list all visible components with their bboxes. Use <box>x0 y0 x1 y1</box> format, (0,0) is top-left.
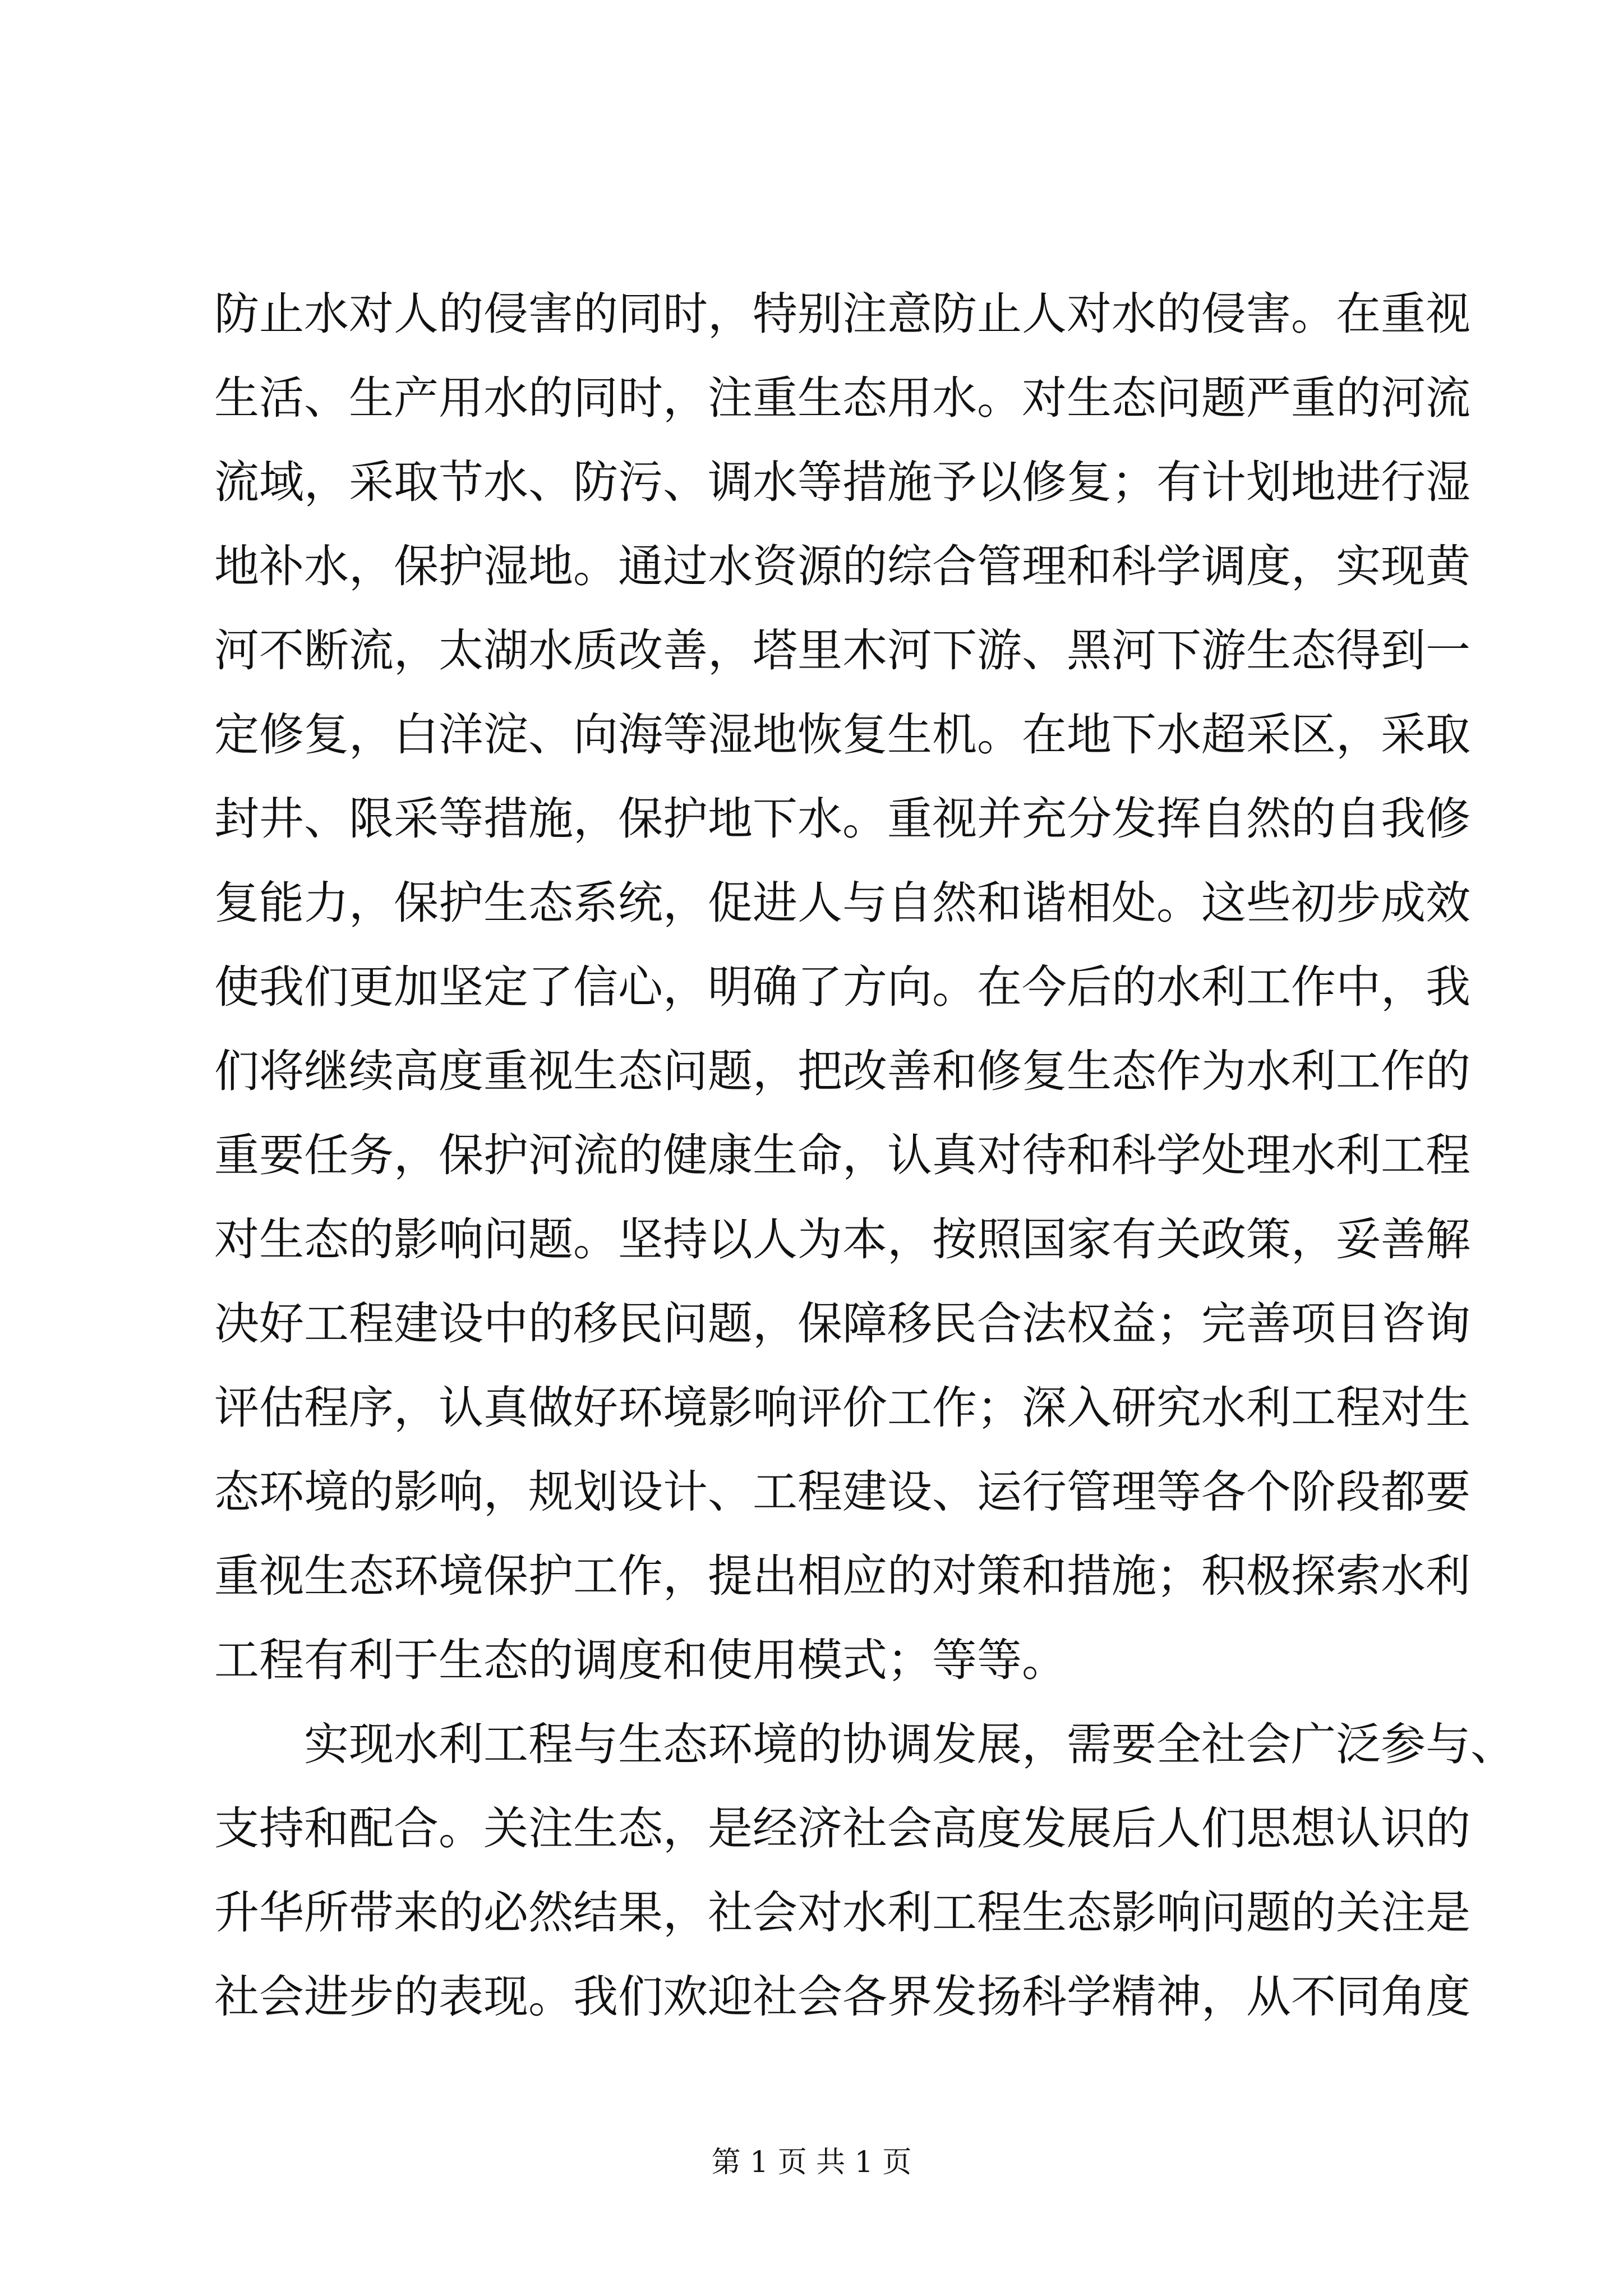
text-line: 对生态的影响问题。坚持以人为本，按照国家有关政策，妥善解 <box>214 1213 1470 1266</box>
text-line: 工程有利于生态的调度和使用模式；等等。 <box>214 1634 1067 1686</box>
page-number-footer: 第 1 页 共 1 页 <box>711 2146 912 2179</box>
text-line: 决好工程建设中的移民问题，保障移民合法权益；完善项目咨询 <box>214 1297 1470 1350</box>
text-line: 防止水对人的侵害的同时，特别注意防止人对水的侵害。在重视 <box>214 288 1470 340</box>
text-line: 社会进步的表现。我们欢迎社会各界发扬科学精神，从不同角度 <box>214 1971 1470 2023</box>
text-line: 重视生态环境保护工作，提出相应的对策和措施；积极探索水利 <box>214 1550 1470 1602</box>
text-line: 评估程序，认真做好环境影响评价工作；深入研究水利工程对生 <box>214 1382 1470 1434</box>
text-line: 使我们更加坚定了信心，明确了方向。在今后的水利工作中，我 <box>214 961 1470 1013</box>
text-line: 复能力，保护生态系统，促进人与自然和谐相处。这些初步成效 <box>214 877 1470 929</box>
text-line: 地补水，保护湿地。通过水资源的综合管理和科学调度，实现黄 <box>214 540 1470 592</box>
text-line: 封井、限采等措施，保护地下水。重视并充分发挥自然的自我修 <box>214 793 1470 845</box>
text-line: 支持和配合。关注生态，是经济社会高度发展后人们思想认识的 <box>214 1802 1470 1855</box>
text-line: 升华所带来的必然结果，社会对水利工程生态影响问题的关注是 <box>214 1887 1470 1939</box>
text-line: 生活、生产用水的同时，注重生态用水。对生态问题严重的河流 <box>214 372 1470 424</box>
text-line: 定修复，白洋淀、向海等湿地恢复生机。在地下水超采区，采取 <box>214 708 1470 761</box>
text-line: 们将继续高度重视生态问题，把改善和修复生态作为水利工作的 <box>214 1045 1470 1097</box>
paragraph-first-line: 实现水利工程与生态环境的协调发展，需要全社会广泛参与、 <box>304 1718 1515 1770</box>
text-line: 重要任务，保护河流的健康生命，认真对待和科学处理水利工程 <box>214 1129 1470 1181</box>
text-line: 态环境的影响，规划设计、工程建设、运行管理等各个阶段都要 <box>214 1466 1470 1518</box>
text-line: 河不断流，太湖水质改善，塔里木河下游、黑河下游生态得到一 <box>214 624 1470 677</box>
text-line: 流域，采取节水、防污、调水等措施予以修复；有计划地进行湿 <box>214 456 1470 508</box>
